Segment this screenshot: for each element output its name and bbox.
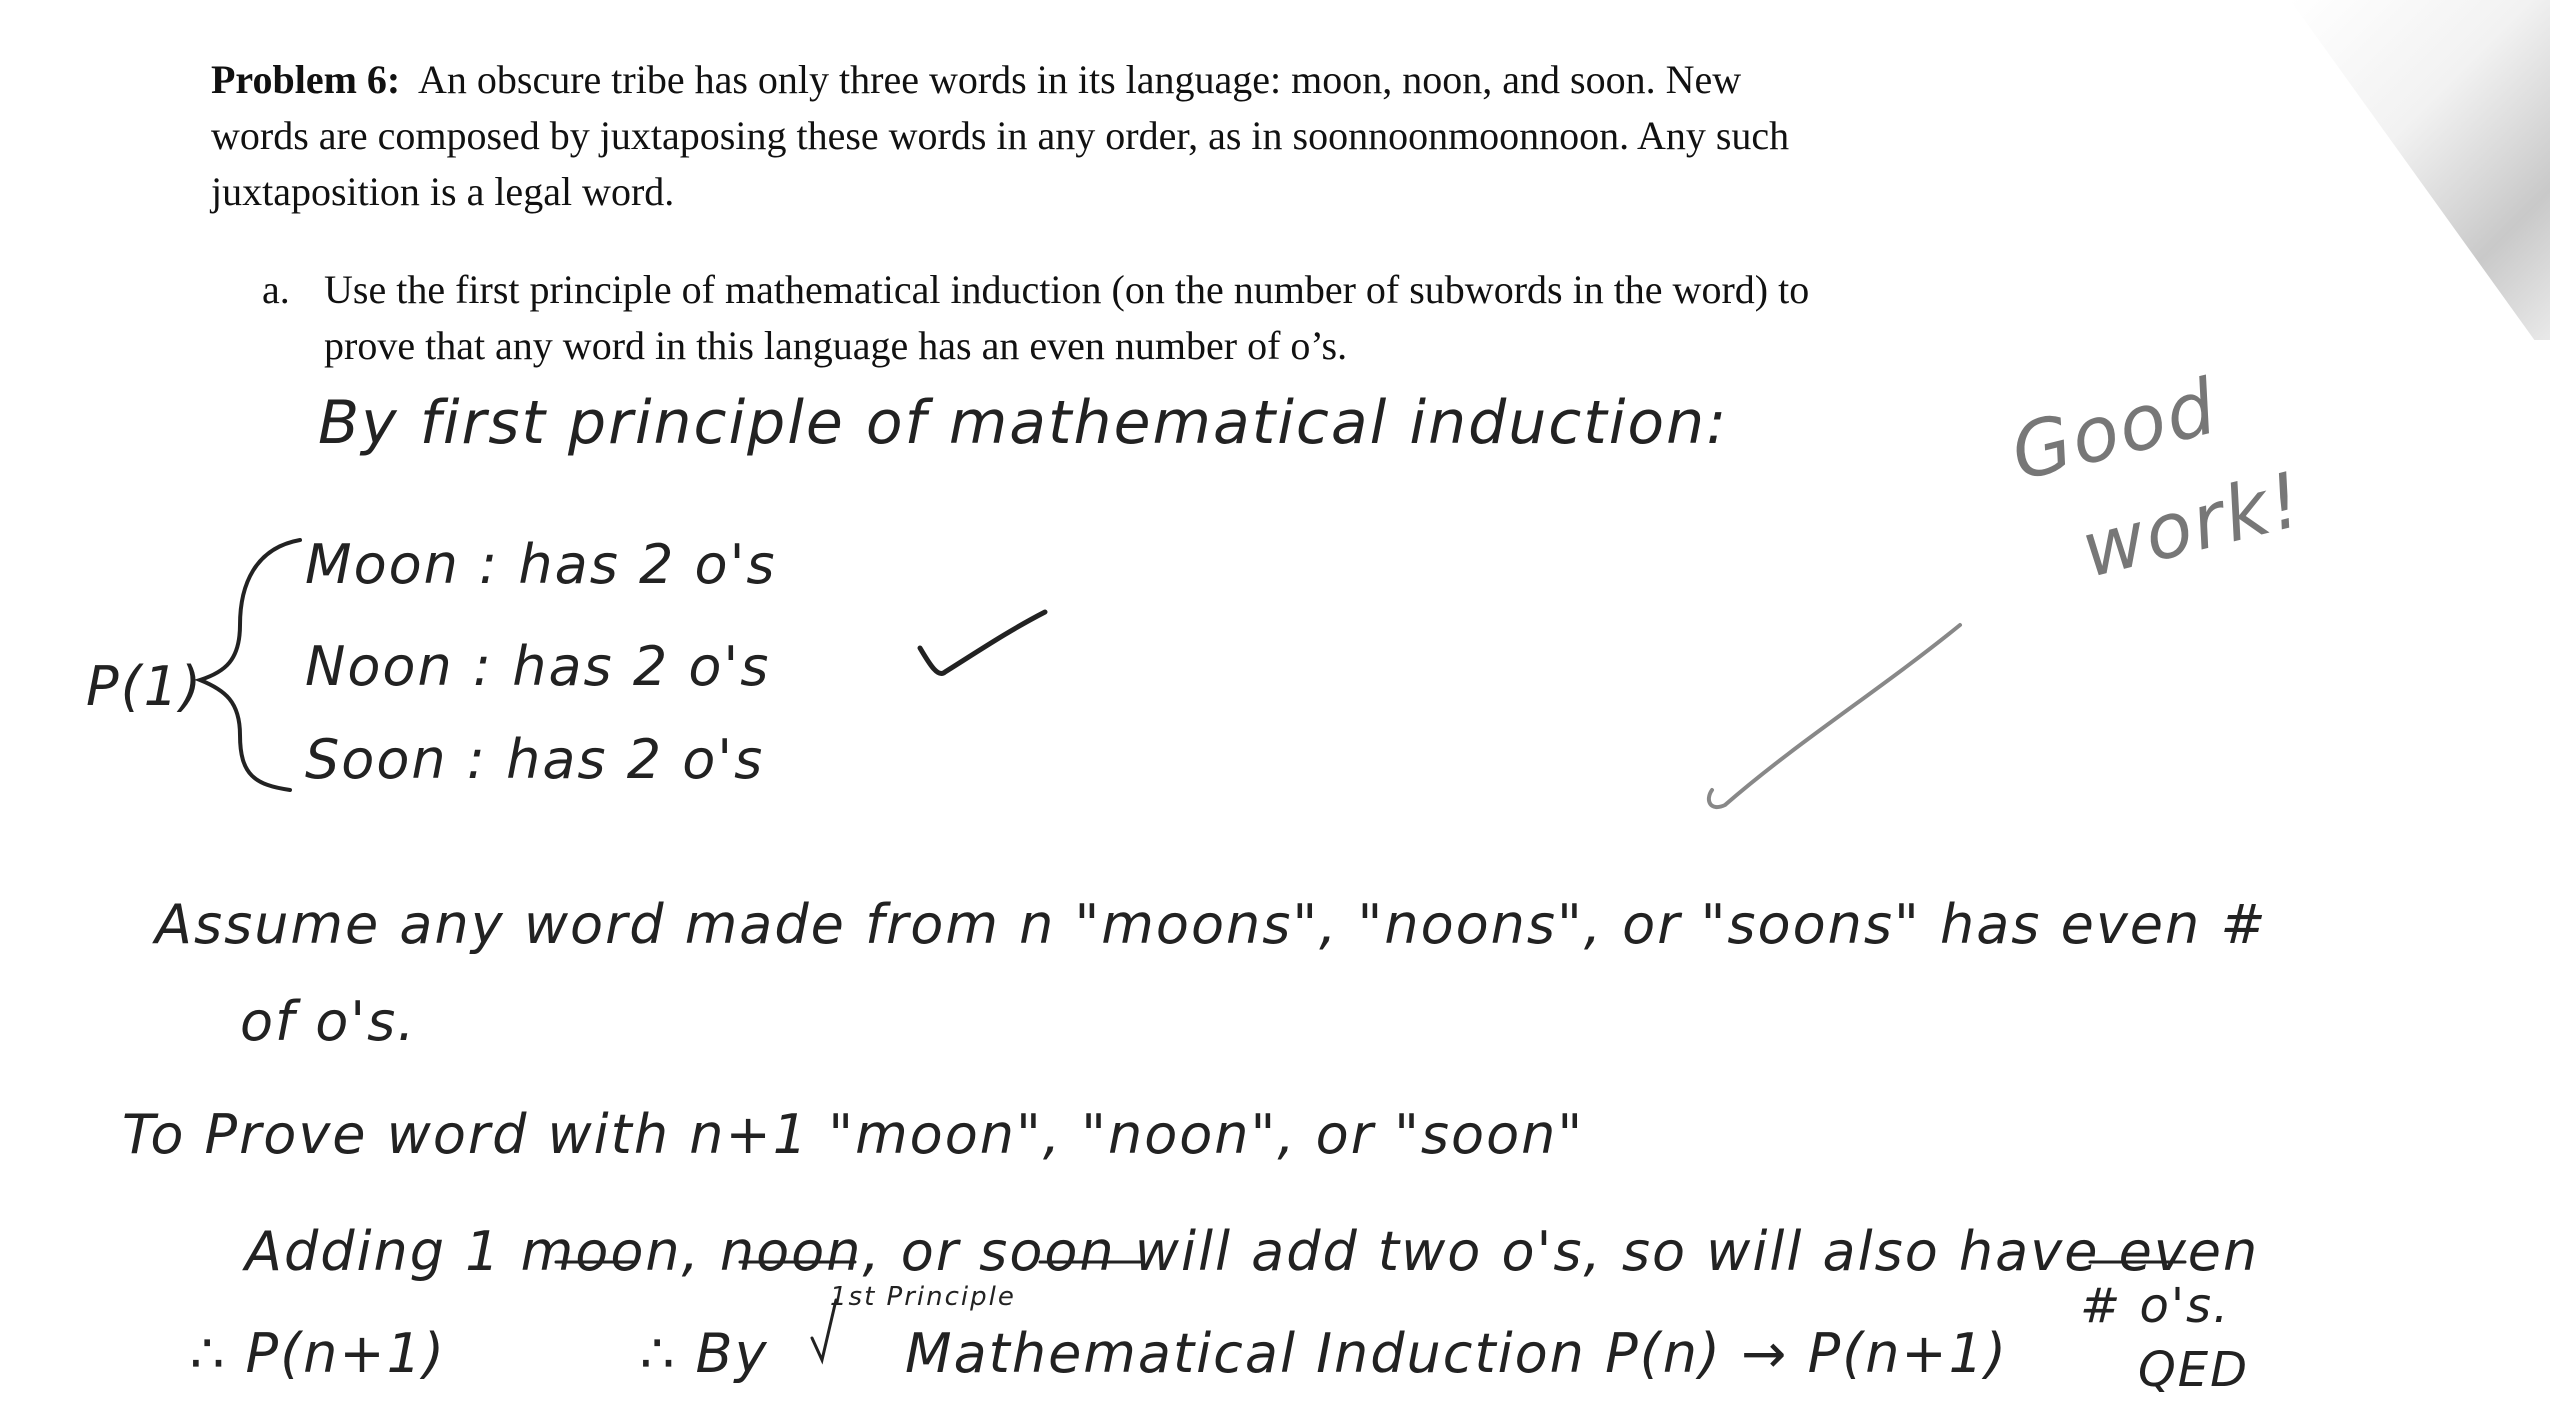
handwriting-adding: Adding 1 moon, noon, or soon will add two o's, so will also have even	[245, 1220, 2260, 1283]
problem-line-3: juxtaposition is a legal word.	[211, 169, 675, 214]
handwriting-conclusion: Mathematical Induction P(n) → P(n+1)	[905, 1322, 2009, 1385]
problem-text-1: An obscure tribe has only three words in its language: moon, noon, and soon. New	[418, 57, 1742, 102]
part-a-text-1: Use the first principle of mathematical induction (on the number of subwords in the word) to	[324, 267, 1810, 312]
handwriting-qed: QED	[2138, 1342, 2250, 1398]
part-a-letter: a.	[262, 267, 290, 312]
handwriting-assume-1: Assume any word made from n "moons", "noons", or "soons" has even #	[155, 893, 2268, 956]
handwriting-base-moon: Moon : has 2 o's	[305, 533, 777, 596]
handwriting-base-soon: Soon : has 2 o's	[305, 728, 765, 791]
grader-comment-work: work!	[2072, 454, 2312, 595]
handwriting-therefore-by: ∴ By	[640, 1322, 769, 1385]
handwriting-prove: To Prove word with n+1 "moon", "noon", or "soon"	[122, 1103, 1585, 1166]
checkmark-icon	[920, 612, 1045, 673]
handwriting-therefore-pn1: ∴ P(n+1)	[190, 1322, 447, 1385]
grader-checkmark-icon	[1709, 625, 1960, 807]
handwriting-principle-insert: 1st Principle	[830, 1282, 1016, 1312]
insert-caret-icon	[812, 1300, 836, 1360]
grader-comment-good: Good	[2002, 361, 2226, 498]
handwriting-base-noon: Noon : has 2 o's	[305, 635, 771, 698]
handwriting-assume-2: of o's.	[240, 990, 417, 1053]
problem-line-2: words are composed by juxtaposing these words in any order, as in soonnoonmoonnoon. Any such	[211, 113, 1790, 158]
handwriting-adding-end: # o's.	[2080, 1278, 2231, 1334]
problem-label: Problem 6:	[211, 57, 401, 102]
brace-icon	[200, 540, 300, 790]
handwriting-base-label: P(1)	[86, 655, 204, 718]
handwriting-intro: By first principle of mathematical induction:	[318, 388, 1729, 458]
part-a-line-2: prove that any word in this language has an even number of o’s.	[324, 323, 1348, 368]
